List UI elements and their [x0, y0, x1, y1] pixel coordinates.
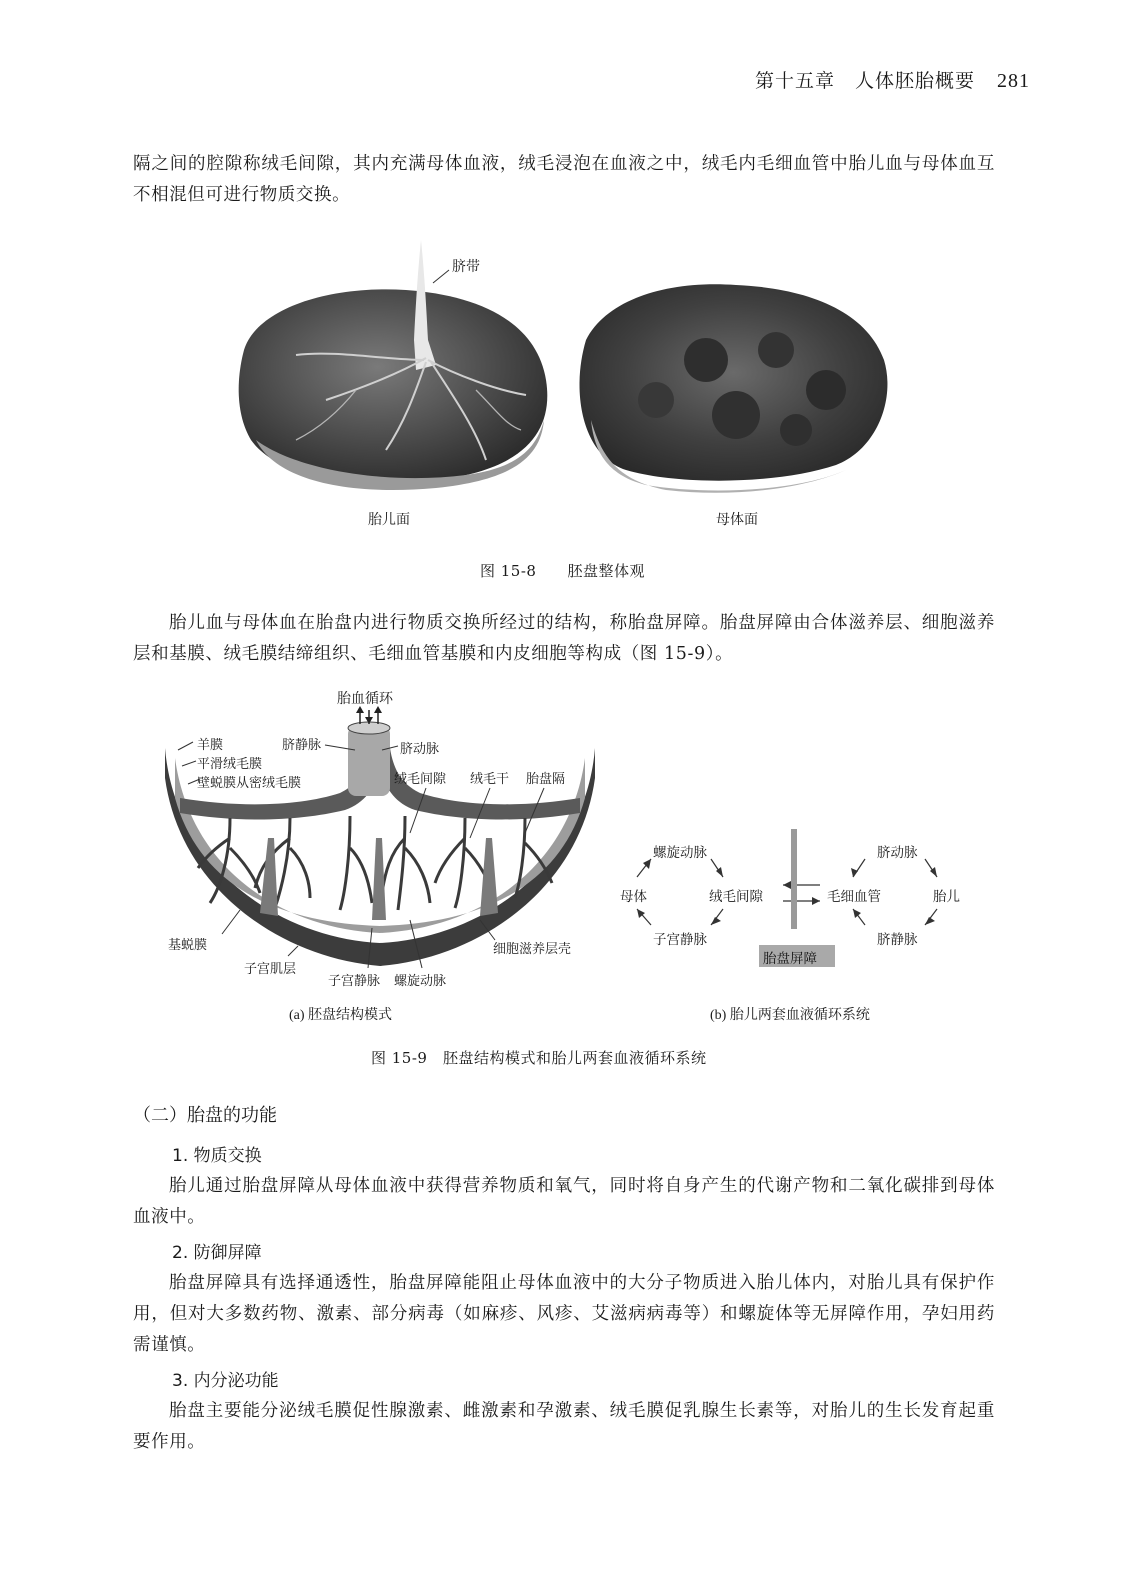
myometrium-label: 子宫肌层 — [244, 962, 297, 977]
spiral-artery-label: 螺旋动脉 — [394, 974, 447, 989]
figure-15-9-caption: 图 15-9 胚盘结构模式和胎儿两套血液循环系统 — [371, 1049, 707, 1067]
capillary-label: 毛细血管 — [827, 889, 881, 905]
item-1-text: 胎儿通过胎盘屏障从母体血液中获得营养物质和氧气，同时将自身产生的代谢产物和二氧化碳排到母体血液中。 — [133, 1176, 995, 1227]
umbilical-artery-label: 脐动脉 — [400, 742, 440, 757]
uterine-vein-label: 子宫静脉 — [328, 974, 381, 989]
fetus-label: 胎儿 — [933, 889, 960, 905]
smooth-chorion-label: 平滑绒毛膜 — [197, 757, 263, 772]
page-number: 281 — [997, 70, 1030, 92]
amnion-label: 羊膜 — [197, 738, 224, 753]
umbilical-vein-b-label: 脐静脉 — [877, 932, 918, 948]
figure-15-9a-sublabel: (a) 胚盘结构模式 — [289, 1008, 393, 1023]
item-3-title: 3. 内分泌功能 — [172, 1371, 279, 1391]
item-2-title: 2. 防御屏障 — [172, 1243, 262, 1263]
item-3-text: 胎盘主要能分泌绒毛膜促性腺激素、雌激素和孕激素、绒毛膜促乳腺生长素等，对胎儿的生长发育起重要作用。 — [133, 1401, 995, 1452]
basal-decidua-label: 基蜕膜 — [168, 938, 208, 953]
fetal-side-photo — [239, 240, 548, 490]
maternal-side-photo — [579, 284, 887, 493]
placenta-photos — [236, 240, 896, 505]
cytotrophoblast-shell-label: 细胞滋养层壳 — [493, 942, 572, 957]
umbilical-cord-label: 脐带 — [452, 259, 480, 275]
umbilical-artery-b-label: 脐动脉 — [877, 845, 918, 861]
figure-15-9a — [160, 688, 600, 993]
uterine-vein-b-label: 子宫静脉 — [653, 932, 707, 948]
spiral-artery-b-label: 螺旋动脉 — [653, 845, 707, 861]
figure-15-8-caption: 图 15-8 胚盘整体观 — [480, 562, 645, 580]
intervillous-space-label: 绒毛间隙 — [394, 772, 447, 787]
intervillous-space-b-label: 绒毛间隙 — [709, 889, 763, 905]
running-header — [755, 66, 1030, 93]
chapter-title: 第十五章 人体胚胎概要 — [754, 70, 975, 92]
paragraph-barrier: 胎儿血与母体血在胎盘内进行物质交换所经过的结构，称胎盘屏障。胎盘屏障由合体滋养层、细胞滋养层和基膜、绒毛膜结缔组织、毛细血管基膜和内皮细胞等构成（图 15-9）。 — [133, 613, 995, 664]
fetal-face-label: 胎儿面 — [368, 512, 410, 528]
section-title: （二）胎盘的功能 — [133, 1105, 277, 1126]
placental-septum-label: 胎盘隔 — [526, 772, 566, 787]
figure-15-9b — [615, 825, 975, 970]
umbilical-pointer — [433, 270, 449, 283]
maternal-face-label: 母体面 — [716, 512, 758, 528]
figure-15-8 — [236, 240, 896, 505]
villus-stem-label: 绒毛干 — [470, 772, 510, 787]
item-2-text: 胎盘屏障具有选择通透性，胎盘屏障能阻止母体血液中的大分子物质进入胎儿体内，对胎儿具有保护作用，但对大多数药物、激素、部分病毒（如麻疹、风疹、艾滋病病毒等）和螺旋体等无屏障作用，孕妇用药需谨慎。 — [133, 1273, 995, 1355]
placental-barrier-label: 胎盘屏障 — [763, 951, 817, 967]
item-1-title: 1. 物质交换 — [172, 1146, 262, 1166]
mother-label: 母体 — [620, 889, 647, 905]
figure-15-9b-sublabel: (b) 胎儿两套血液循环系统 — [710, 1008, 870, 1023]
paragraph-top: 隔之间的腔隙称绒毛间隙，其内充满母体血液，绒毛浸泡在血液之中，绒毛内毛细血管中胎儿血与母体血互不相混但可进行物质交换。 — [133, 154, 995, 205]
decidua-chorion-label: 壁蜕膜从密绒毛膜 — [197, 776, 302, 791]
fetal-circulation-label: 胎血循环 — [337, 691, 393, 707]
umbilical-vein-label: 脐静脉 — [282, 738, 322, 753]
